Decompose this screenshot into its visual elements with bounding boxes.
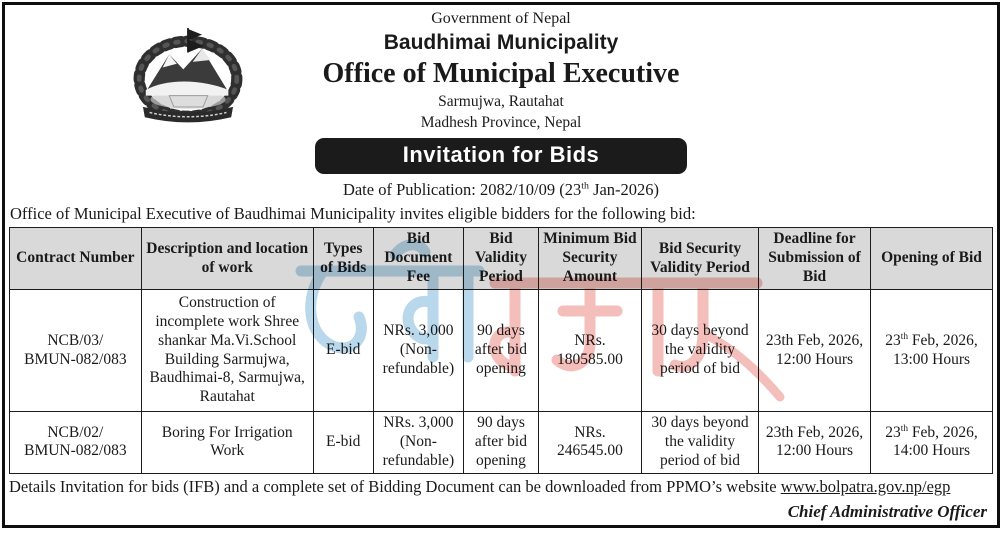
cell-security-validity: 30 days beyond the validity period of bid [642, 412, 759, 474]
cell-description: Boring For Irrigation Work [141, 412, 313, 474]
table-row [10, 412, 993, 474]
cell-security-validity: 30 days beyond the validity period of bid [642, 290, 759, 412]
cell-security-amount: NRs. 180585.00 [538, 290, 641, 412]
cell-opening [871, 290, 993, 412]
cell-validity-period: 90 days after bid opening [464, 290, 539, 412]
municipality-name: Baudhimai Municipality [383, 31, 619, 55]
opening-ordinal: th [900, 331, 908, 342]
address-line-1: Sarmujwa, Rautahat [438, 92, 564, 110]
col-header-document-fee: Bid Document Fee [373, 228, 463, 290]
publication-date-suffix: Jan-2026) [588, 180, 660, 200]
publication-date-ordinal: th [581, 180, 589, 192]
contract-line-1: NCB/02/ [47, 423, 104, 441]
cell-contract-number [10, 290, 142, 412]
cell-deadline: 23th Feb, 2026, 12:00 Hours [758, 412, 870, 474]
opening-rest: Feb, 2026, 13:00 Hours [892, 331, 978, 368]
table-row [10, 290, 993, 412]
municipality-emblem-logo [127, 21, 249, 129]
publication-date [5, 180, 997, 200]
col-header-contract-number: Contract Number [10, 228, 142, 290]
ppmo-website-link[interactable]: www.bolpatra.gov.np/egp [780, 476, 951, 496]
cell-document-fee: NRs. 3,000 (Non-refundable) [373, 290, 463, 412]
bids-table [9, 227, 993, 473]
document-page [2, 2, 1000, 528]
col-header-bid-type: Types of Bids [313, 228, 373, 290]
government-line: Government of Nepal [431, 10, 571, 27]
signature-title: Chief Administrative Officer [787, 501, 987, 521]
col-header-security-amount: Minimum Bid Security Amount [538, 228, 641, 290]
publication-date-text: Date of Publication: 2082/10/09 (23 [342, 180, 582, 200]
cell-document-fee: NRs. 3,000 (Non-refundable) [373, 412, 463, 474]
contract-line-2: BMUN-082/083 [24, 350, 127, 368]
contract-line-2: BMUN-082/083 [24, 442, 127, 460]
table-header-row [10, 228, 993, 290]
office-name: Office of Municipal Executive [322, 57, 680, 89]
cell-bid-type: E-bid [313, 412, 373, 474]
col-header-opening: Opening of Bid [871, 228, 993, 290]
details-note [5, 477, 997, 497]
details-text: Details Invitation for bids (IFB) and a complete set of Bidding Document can be downloaded from PPMO’s website [9, 476, 781, 496]
col-header-validity-period: Bid Validity Period [464, 228, 539, 290]
cell-contract-number [10, 412, 142, 474]
contract-line-1: NCB/03/ [47, 331, 104, 349]
invitation-banner: Invitation for Bids [315, 138, 688, 174]
address-line-2: Madhesh Province, Nepal [420, 113, 582, 131]
cell-description: Construction of incomplete work Shree shankar Ma.Vi.School Building Sarmujwa, Baudhimai-8, Sarmujwa, Rautahat [141, 290, 313, 412]
cell-opening [871, 412, 993, 474]
col-header-description: Description and location of work [141, 228, 313, 290]
col-header-security-validity: Bid Security Validity Period [642, 228, 759, 290]
opening-day: 23 [885, 423, 901, 441]
intro-sentence: Office of Municipal Executive of Baudhimai Municipality invites eligible bidders for the following bid: [10, 204, 696, 224]
col-header-deadline: Deadline for Submission of Bid [758, 228, 870, 290]
opening-ordinal: th [900, 423, 908, 434]
opening-rest: Feb, 2026, 14:00 Hours [892, 423, 978, 460]
cell-security-amount: NRs. 246545.00 [538, 412, 641, 474]
opening-day: 23 [885, 331, 901, 349]
cell-bid-type: E-bid [313, 290, 373, 412]
cell-validity-period: 90 days after bid opening [464, 412, 539, 474]
cell-deadline: 23th Feb, 2026, 12:00 Hours [758, 290, 870, 412]
